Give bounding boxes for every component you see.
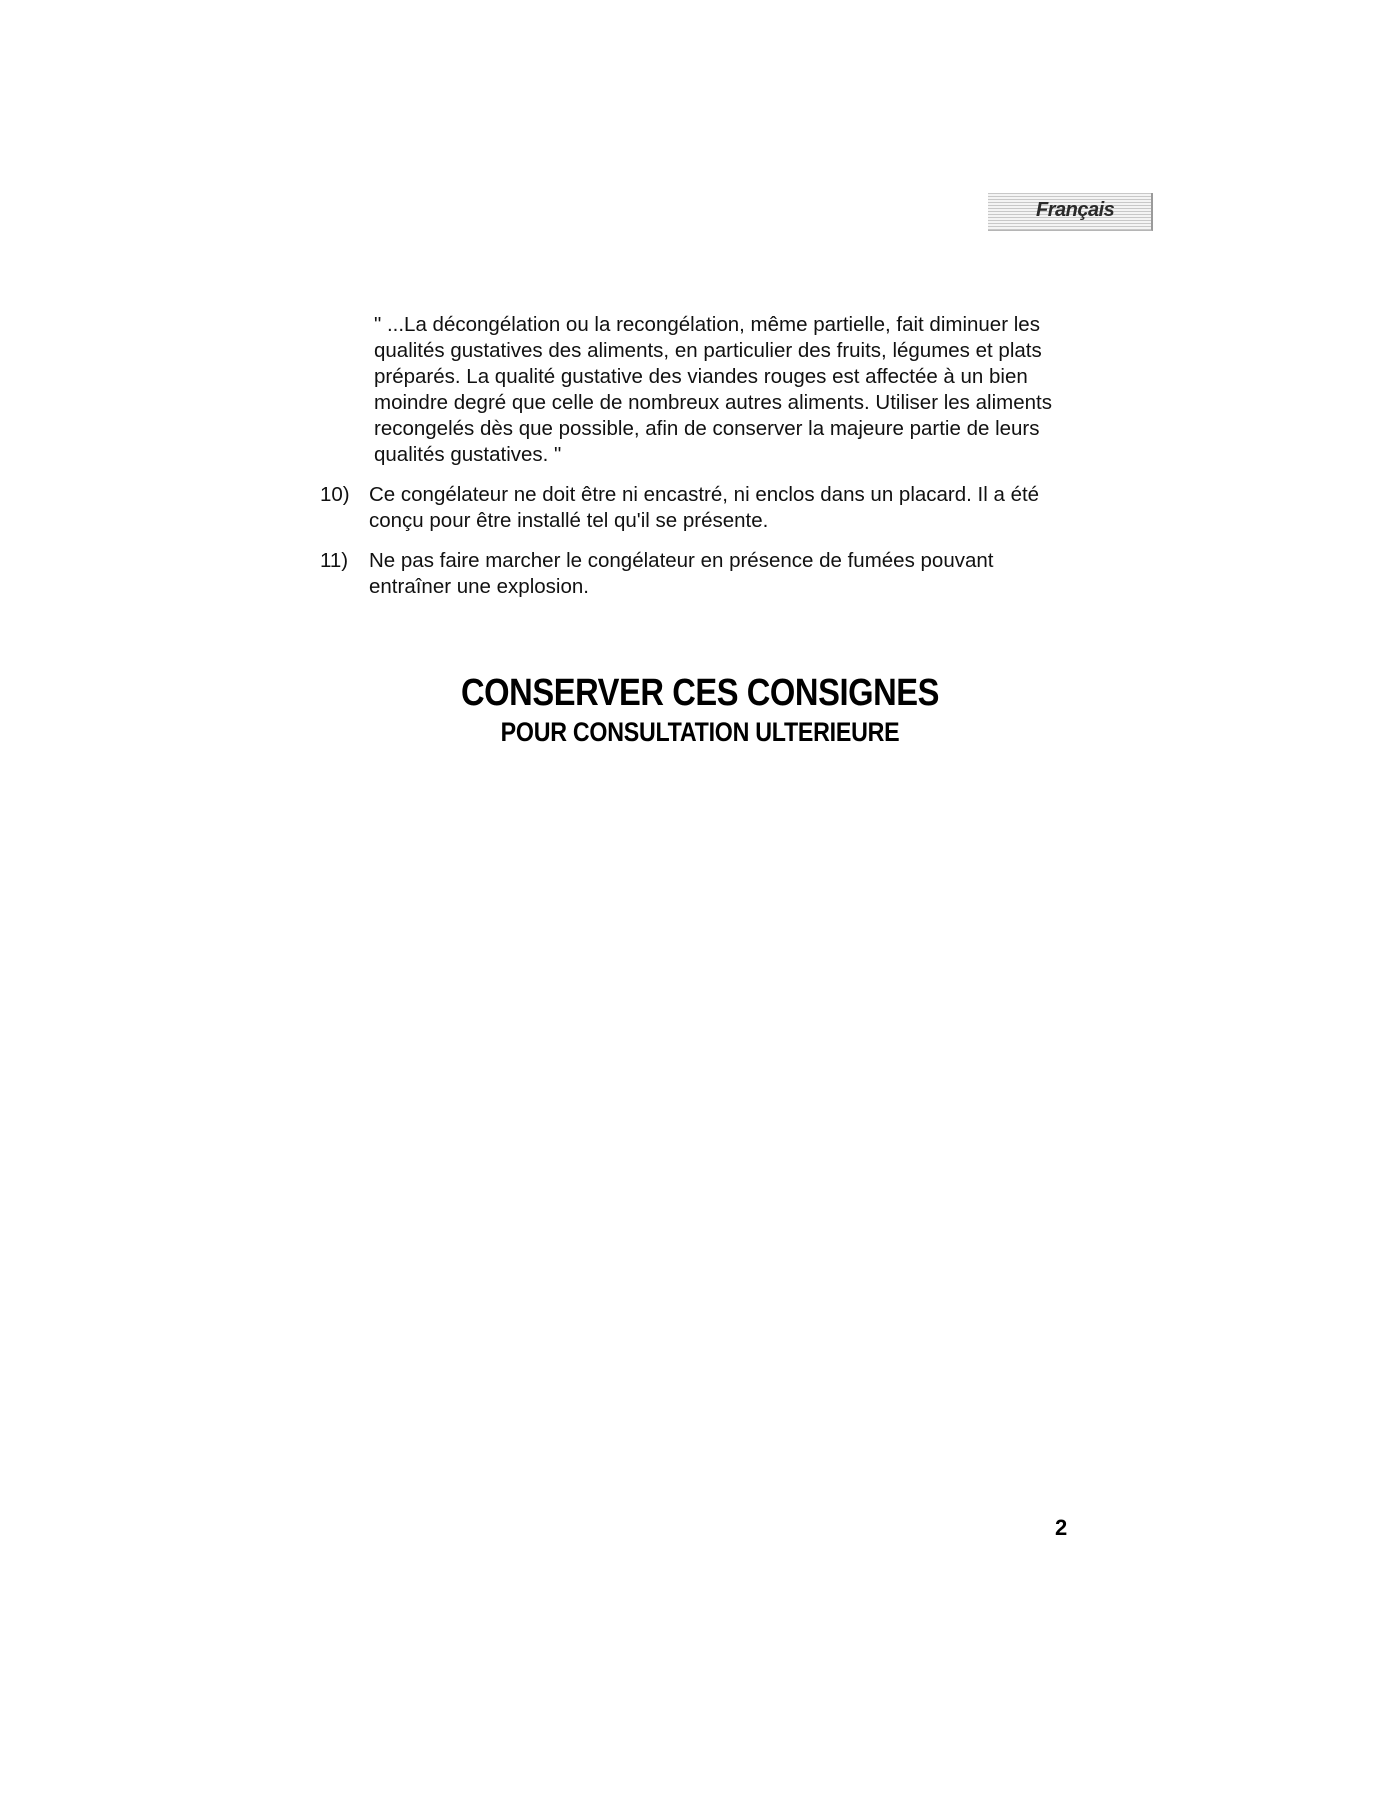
- section-headline: CONSERVER CES CONSIGNES: [461, 672, 939, 714]
- page-number: 2: [1055, 1515, 1068, 1540]
- language-tab-label: Français: [1036, 199, 1115, 221]
- list-item-text: Ne pas faire marcher le congélateur en présence de fumées pouvant entraîner une explosion.: [369, 549, 994, 598]
- list-item-number: 10): [320, 483, 350, 506]
- list-item-number: 11): [320, 549, 349, 572]
- language-tab: [988, 193, 1153, 231]
- main-content: [320, 312, 1080, 614]
- quote-paragraph: " ...La décongélation ou la recongélation, même partielle, fait diminuer les qualités gustatives des aliments, en particulier des fruits, légumes et plats préparés. La qualité gustative des viandes rouges est affectée à un bien moindre degré que celle de nombreux autres aliments. Utiliser les aliments recongelés dès que possible, afin de conserver la majeure partie de leurs qualités gustatives. ": [374, 313, 1052, 466]
- list-item: [320, 482, 1080, 534]
- list-item: [320, 548, 1080, 600]
- list-item-text: Ce congélateur ne doit être ni encastré, ni enclos dans un placard. Il a été conçu pour être installé tel qu'il se présente.: [369, 483, 1040, 532]
- section-subheadline: POUR CONSULTATION ULTERIEURE: [500, 717, 900, 747]
